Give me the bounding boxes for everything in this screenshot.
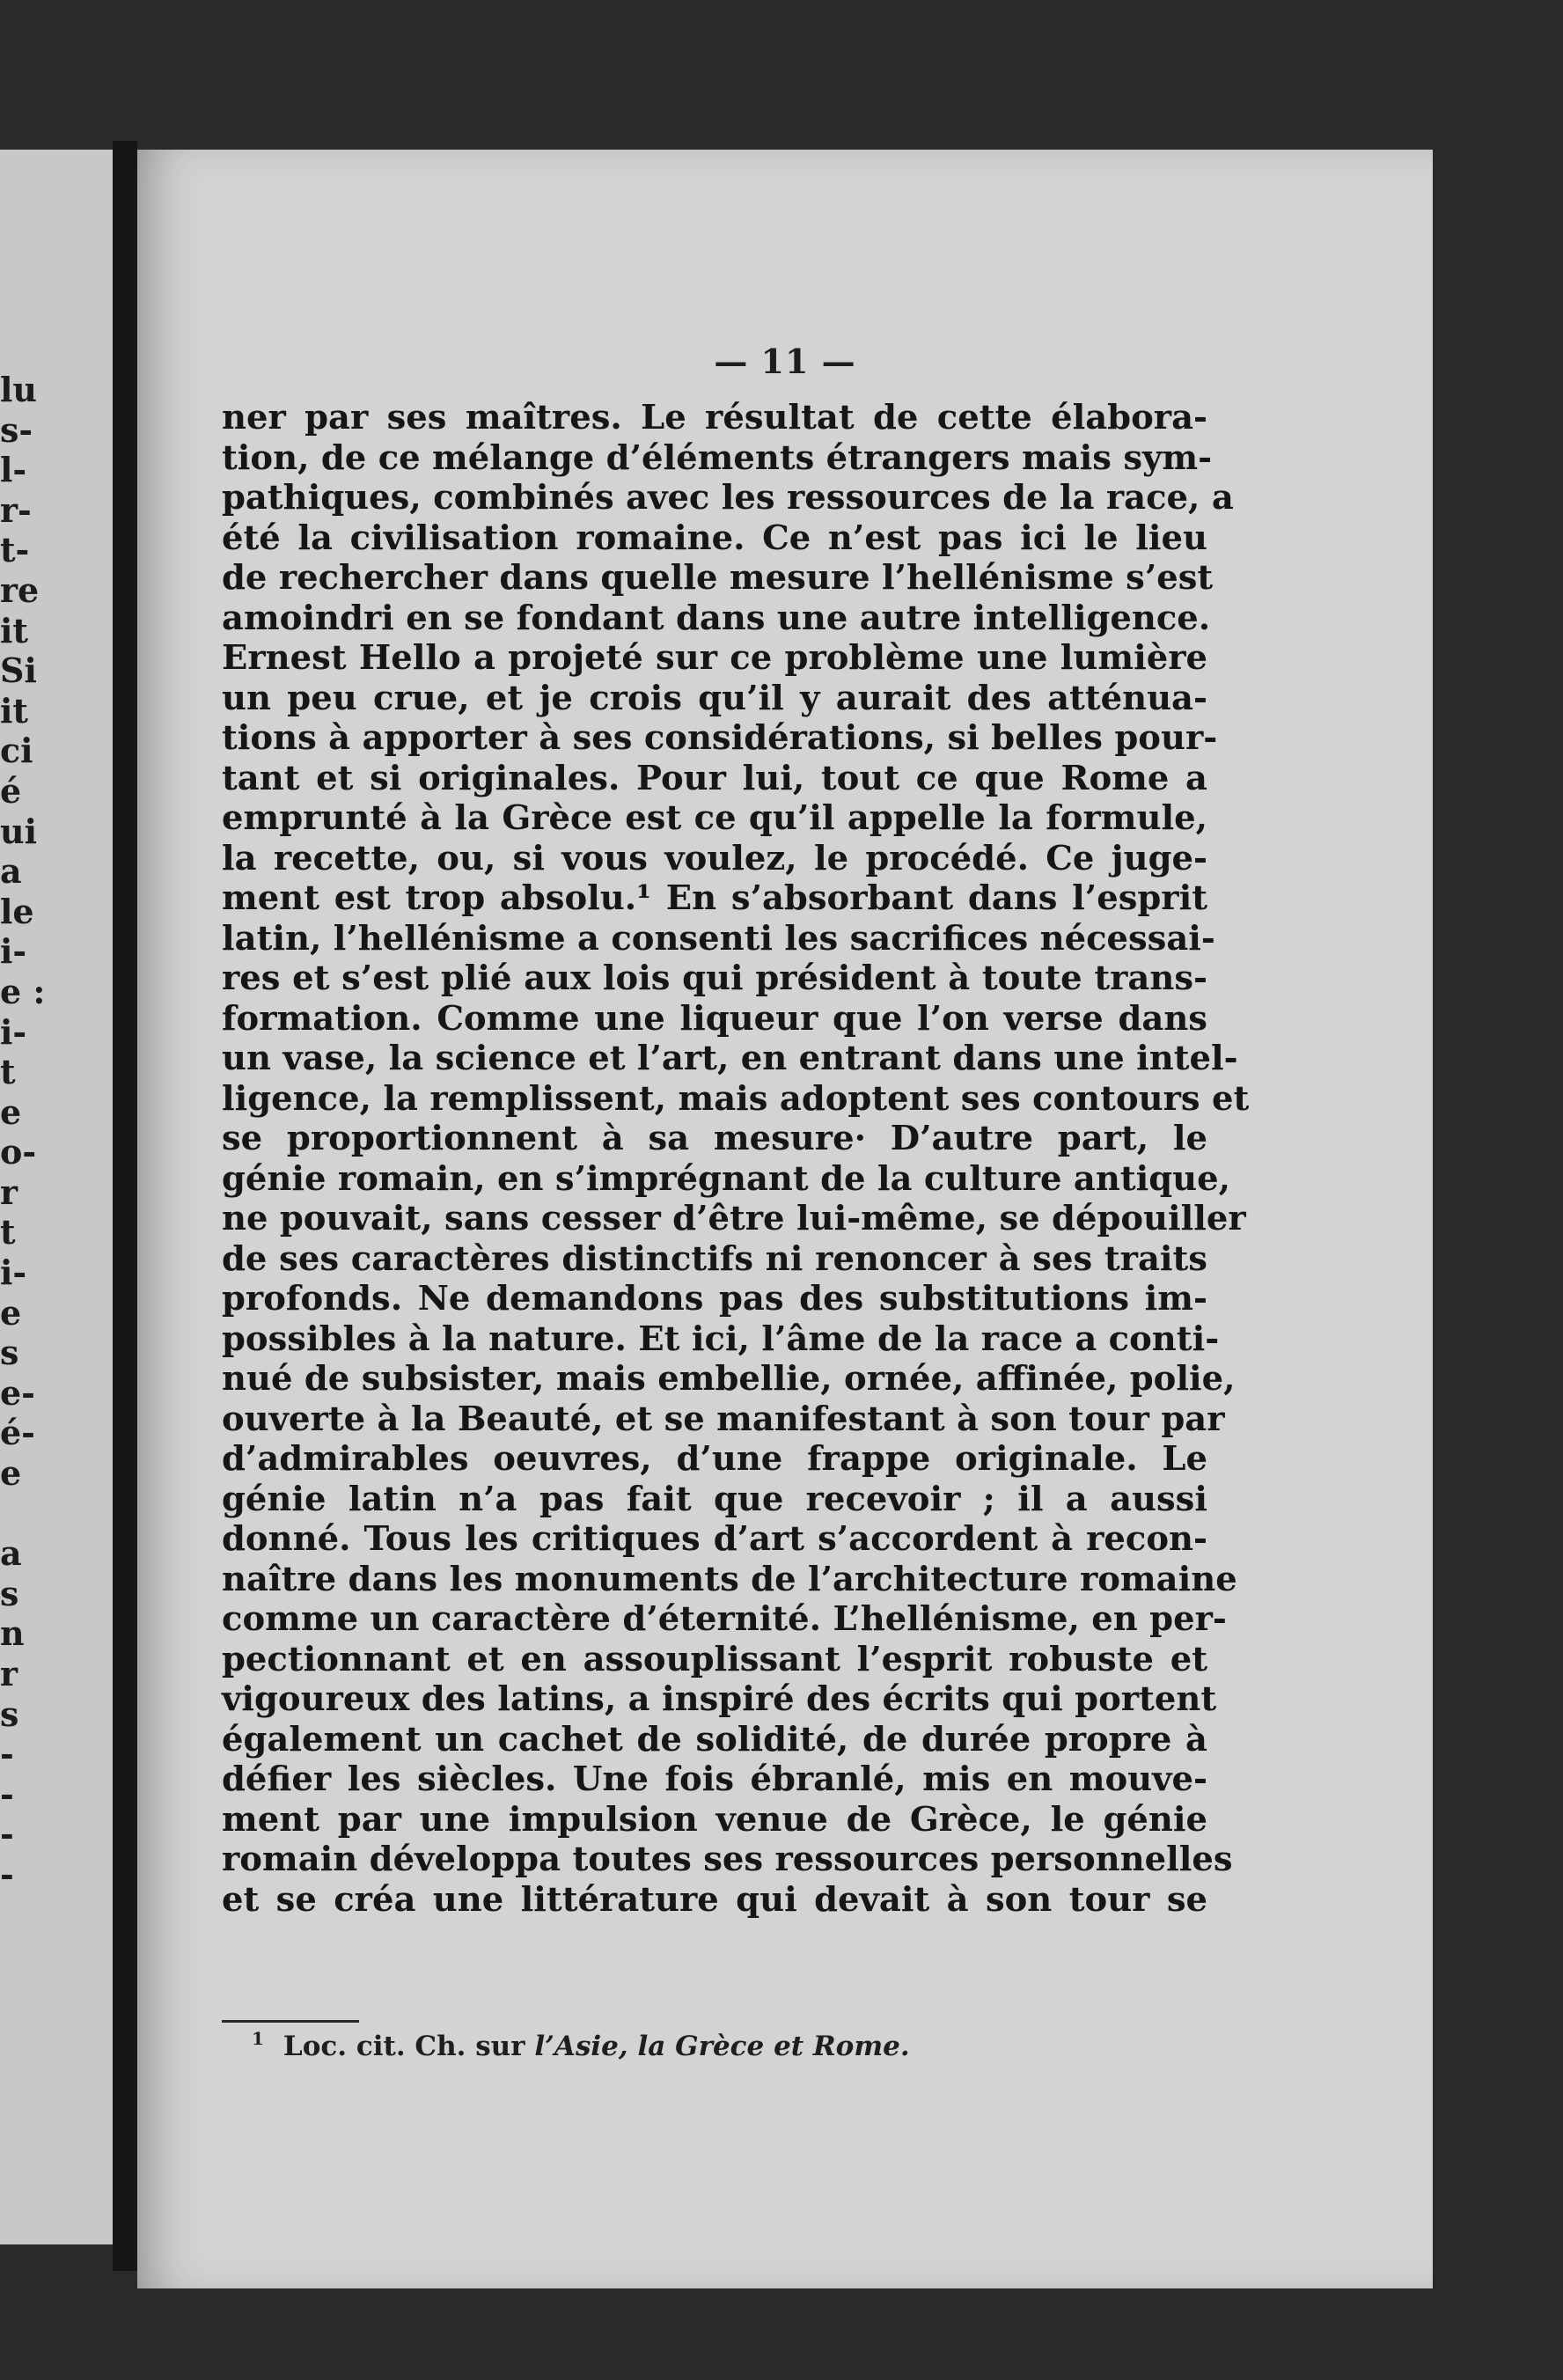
- facing-page-line-end: -: [0, 1734, 14, 1774]
- facing-page-line-end: -: [0, 1854, 14, 1894]
- body-text: [222, 398, 1250, 1920]
- text-line: ment par une impulsion venue de Grèce, le génie: [222, 1799, 1207, 1840]
- facing-page-line-end: -: [0, 1814, 14, 1855]
- footnote-title: l’Asie, la Grèce et Rome.: [534, 2031, 910, 2062]
- text-line: vigoureux des latins, a inspiré des écrits qui portent: [222, 1679, 1217, 1719]
- text-line: comme un caractère d’éternité. L’hellénisme, en per-: [222, 1599, 1227, 1639]
- text-line: ouverte à la Beauté, et se manifestant à son tour par: [222, 1399, 1225, 1439]
- facing-page-line-end: l-: [0, 450, 27, 490]
- text-line: donné. Tous les critiques d’art s’accordent à recon-: [222, 1519, 1207, 1559]
- facing-page-line-end: t: [0, 1052, 16, 1092]
- text-line: également un cachet de solidité, de durée propre à: [222, 1719, 1207, 1759]
- facing-page-line-end: e: [0, 1091, 22, 1132]
- text-line: ne pouvait, sans cesser d’être lui-même, se dépouiller: [222, 1199, 1246, 1238]
- facing-page-line-end: ui: [0, 811, 38, 851]
- facing-page-line-end: ci: [0, 731, 33, 771]
- text-line: génie romain, en s’imprégnant de la culture antique,: [222, 1158, 1231, 1199]
- text-line: formation. Comme une liqueur que l’on verse dans: [222, 998, 1207, 1039]
- facing-page-line-end: s: [0, 1333, 19, 1373]
- facing-page-line-end: t-: [0, 530, 30, 570]
- footnote-text: Loc. cit. Ch. sur: [283, 2031, 535, 2062]
- text-line: emprunté à la Grèce est ce qu’il appelle la formule,: [222, 798, 1207, 838]
- facing-page-line-end: re: [0, 569, 40, 610]
- text-line: un vase, la science et l’art, en entrant dans une intel-: [222, 1039, 1238, 1078]
- facing-page-line-end: i-: [0, 931, 27, 972]
- facing-page-line-end: it: [0, 690, 28, 731]
- book-page: [137, 150, 1433, 2288]
- text-line: latin, l’hellénisme a consenti les sacrifices nécessai-: [222, 918, 1215, 959]
- footnote-marker: 1: [252, 2028, 264, 2049]
- facing-page-line-end: é-: [0, 1413, 35, 1453]
- facing-page-line-end: s-: [0, 409, 33, 450]
- text-line: tions à apporter à ses considérations, si belles pour-: [222, 718, 1218, 758]
- facing-page-text-edge: [0, 370, 53, 1895]
- facing-page-line-end: n: [0, 1613, 25, 1654]
- text-line: ner par ses maîtres. Le résultat de cette élabora-: [222, 398, 1207, 437]
- facing-page-line-end: i-: [0, 1252, 27, 1293]
- text-line: génie latin n’a pas fait que recevoir ; il a aussi: [222, 1479, 1207, 1519]
- text-line: tant et si originales. Pour lui, tout ce que Rome a: [222, 758, 1207, 798]
- facing-page-line-end: e: [0, 1453, 22, 1494]
- text-line: été la civilisation romaine. Ce n’est pas ici le lieu: [222, 518, 1207, 558]
- facing-page-line-end: Si: [0, 650, 37, 691]
- facing-page-line-end: lu: [0, 370, 38, 409]
- page-number: — 11 —: [714, 342, 856, 381]
- facing-page-line-end: s: [0, 1693, 19, 1734]
- text-line: de ses caractères distinctifs ni renoncer à ses traits: [222, 1238, 1207, 1279]
- facing-page-line-end: o-: [0, 1132, 37, 1172]
- text-line: se proportionnent à sa mesure· D’autre part, le: [222, 1119, 1207, 1158]
- text-line: profonds. Ne demandons pas des substitutions im-: [222, 1279, 1207, 1319]
- facing-page-line-end: e :: [0, 971, 46, 1011]
- text-line: défier les siècles. Une fois ébranlé, mis en mouve-: [222, 1759, 1207, 1799]
- text-line: pathiques, combinés avec les ressources de la race, a: [222, 478, 1234, 518]
- text-line: naître dans les monuments de l’architecture romaine: [222, 1559, 1237, 1599]
- text-line: la recette, ou, si vous voulez, le procédé. Ce juge-: [222, 838, 1207, 878]
- facing-page-line-end: a: [0, 1533, 22, 1574]
- text-line: d’admirables oeuvres, d’une frappe originale. Le: [222, 1439, 1207, 1479]
- text-line: pectionnant et en assouplissant l’esprit robuste et: [222, 1639, 1207, 1679]
- facing-page-line-end: e: [0, 1292, 22, 1333]
- facing-page-line-end: s: [0, 1573, 19, 1613]
- text-line: ment est trop absolu.¹ En s’absorbant dans l’esprit: [222, 878, 1207, 918]
- facing-page-line-end: e-: [0, 1372, 35, 1413]
- facing-page-line-end: t: [0, 1212, 16, 1252]
- facing-page-line-end: r: [0, 1172, 18, 1212]
- facing-page-line-end: a: [0, 851, 22, 892]
- footnote: [252, 2028, 910, 2062]
- text-line: de rechercher dans quelle mesure l’hellénisme s’est: [222, 558, 1214, 598]
- facing-page-line-end: r: [0, 1654, 18, 1693]
- text-line: ligence, la remplissent, mais adoptent ses contours et: [222, 1078, 1250, 1119]
- facing-page-line-end: -: [0, 1774, 14, 1814]
- text-line: amoindri en se fondant dans une autre intelligence.: [222, 598, 1211, 638]
- facing-page-line-end: le: [0, 891, 34, 931]
- text-line: possibles à la nature. Et ici, l’âme de la race a conti-: [222, 1319, 1220, 1359]
- footnote-rule: [222, 2020, 359, 2023]
- facing-page-line-end: [0, 1494, 53, 1534]
- text-line: et se créa une littérature qui devait à son tour se: [222, 1879, 1207, 1920]
- facing-page-line-end: é: [0, 770, 22, 811]
- binding-gutter: [113, 141, 137, 2271]
- text-line: un peu crue, et je crois qu’il y aurait des atténua-: [222, 678, 1207, 718]
- facing-page-line-end: it: [0, 610, 28, 650]
- facing-page-line-end: r-: [0, 489, 32, 530]
- text-line: romain développa toutes ses ressources personnelles: [222, 1840, 1233, 1879]
- text-line: nué de subsister, mais embellie, ornée, affinée, polie,: [222, 1359, 1236, 1399]
- text-line: tion, de ce mélange d’éléments étrangers mais sym-: [222, 437, 1213, 478]
- text-line: Ernest Hello a projeté sur ce problème une lumière: [222, 638, 1207, 678]
- facing-page-fragment: [0, 150, 113, 2244]
- text-line: res et s’est plié aux lois qui président à toute trans-: [222, 959, 1207, 998]
- facing-page-line-end: i-: [0, 1011, 27, 1052]
